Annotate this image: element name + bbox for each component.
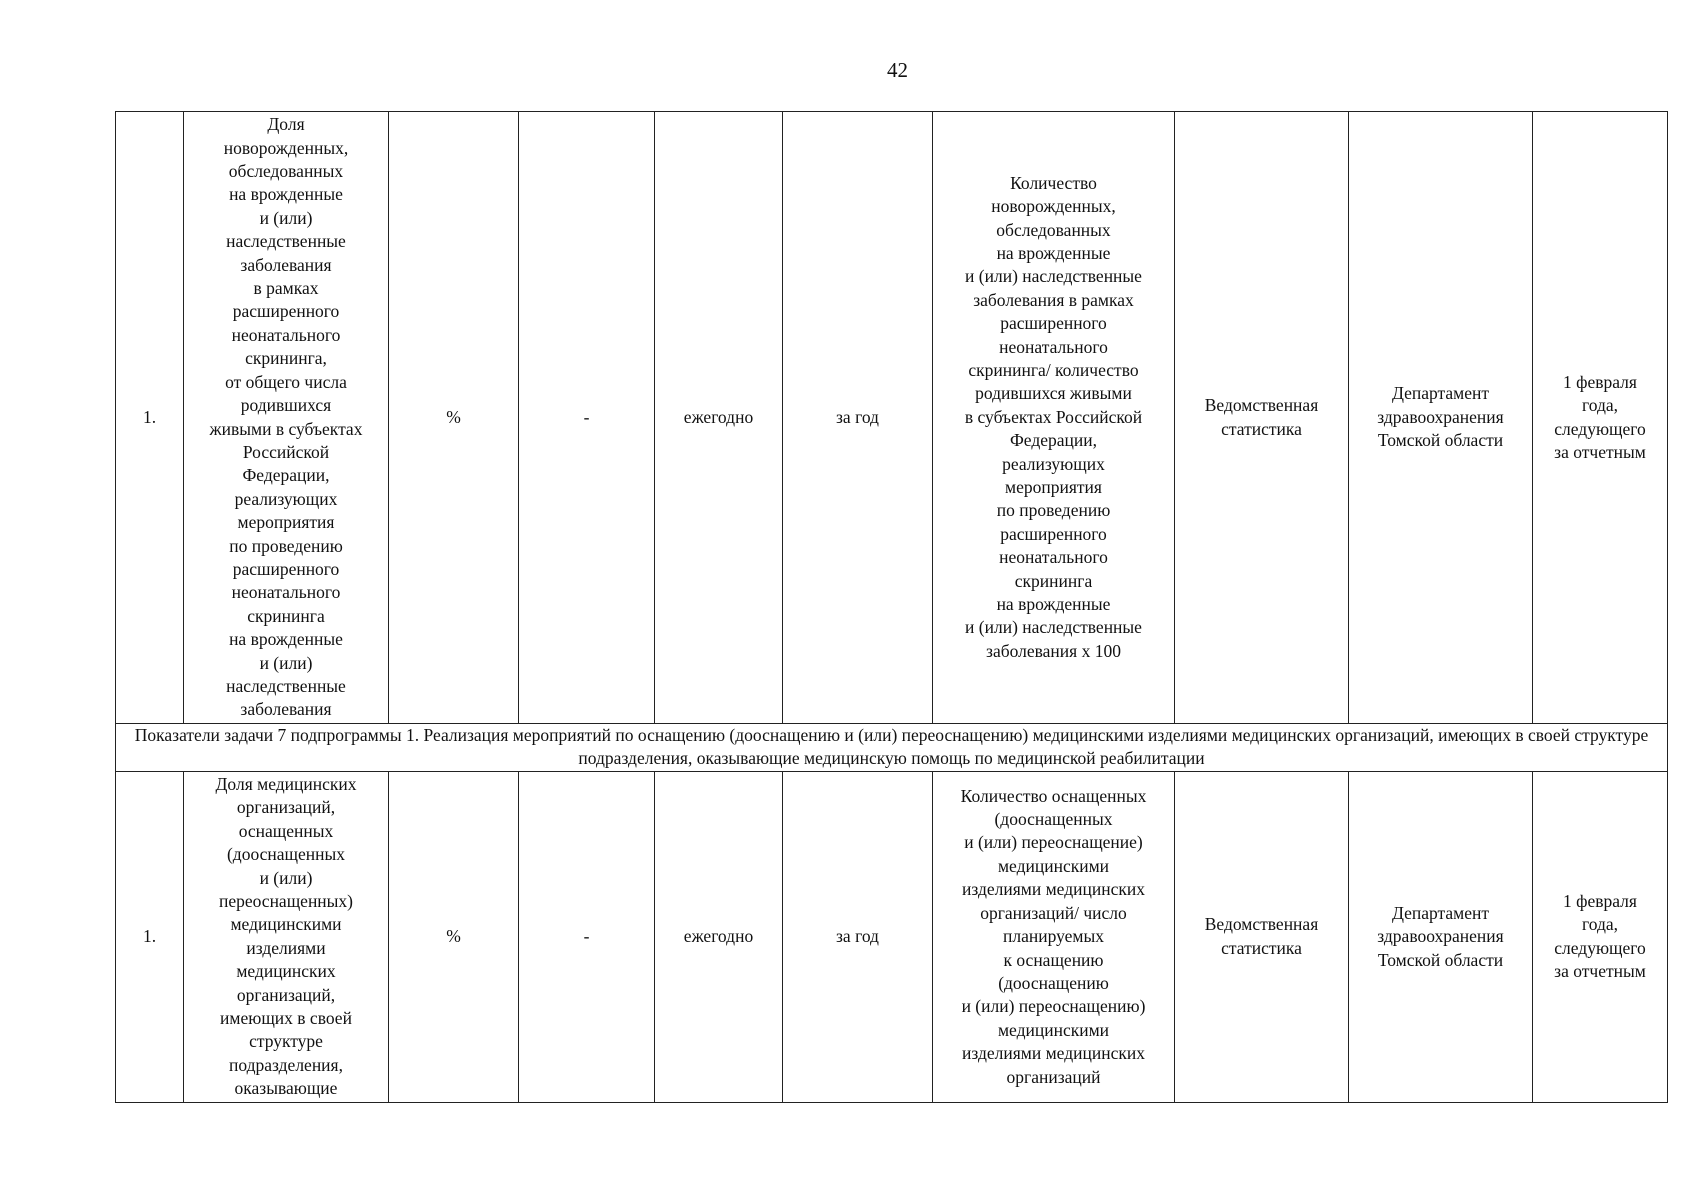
formula-cell — [933, 112, 1175, 724]
text-line: и (или) — [259, 652, 313, 673]
text-line: имеющих в своей — [220, 1008, 352, 1029]
text-line: (дооснащенных — [226, 844, 346, 865]
deadline-cell — [1533, 771, 1668, 1102]
text-line: родившихся — [240, 395, 332, 416]
text-line: скрининга/ количество — [968, 359, 1139, 380]
text-line: и (или) — [259, 867, 313, 888]
text-line: 1 февраля — [1563, 371, 1637, 392]
text-line: и (или) наследственные — [965, 617, 1142, 638]
text-line: за отчетным — [1554, 961, 1646, 982]
text-line: заболевания в рамках — [973, 289, 1134, 310]
text-line: неонатального — [231, 582, 341, 603]
text-line: оказывающие — [234, 1078, 338, 1099]
text-line: мероприятия — [237, 512, 335, 533]
text-line: Томской области — [1377, 430, 1504, 451]
text-line: изделиями медицинских — [962, 879, 1145, 900]
text-line: Ведомственная — [1204, 914, 1319, 935]
text-line: мероприятия — [1005, 477, 1102, 498]
text-line: заболевания x 100 — [986, 640, 1121, 661]
periodicity-cell: ежегодно — [655, 112, 783, 724]
row-number: 1. — [116, 771, 184, 1102]
text-line: Федерации, — [242, 465, 330, 486]
text-line: и (или) переоснащение) — [964, 832, 1143, 853]
text-line: неонатального — [999, 336, 1108, 357]
text-line: расширенного — [232, 301, 340, 322]
text-line: организаций — [1006, 1066, 1101, 1087]
text-line: медицинских — [236, 961, 336, 982]
indicator-name — [184, 771, 389, 1102]
text-line: по проведению — [996, 500, 1111, 521]
text-line: и (или) переоснащению) — [961, 996, 1146, 1017]
text-line: скрининга — [247, 605, 325, 626]
text-line: организаций, — [236, 797, 336, 818]
section-header: Показатели задачи 7 подпрограммы 1. Реализация мероприятий по оснащению (дооснащению и (или) переоснащению) медицинскими изделиями медицинских организаций, имеющих в своей структуре подразделения, оказывающие медицинскую помощь по медицинской реабилитации — [116, 724, 1668, 772]
text-line: реализующих — [234, 488, 338, 509]
text-line: заболевания — [240, 254, 332, 275]
text-line: Доля — [267, 114, 305, 135]
text-line: здравоохранения — [1377, 406, 1504, 427]
source-cell — [1175, 771, 1349, 1102]
table-row — [116, 771, 1668, 1102]
text-line: реализующих — [1002, 453, 1105, 474]
text-line: здравоохранения — [1377, 926, 1504, 947]
text-line: обследованных — [228, 161, 344, 182]
text-line: по проведению — [229, 535, 343, 556]
text-line: статистика — [1221, 418, 1302, 439]
text-line: 1 февраля — [1563, 891, 1637, 911]
text-line: расширенного — [232, 558, 340, 579]
text-line: и (или) наследственные — [965, 266, 1142, 287]
text-line: года, — [1581, 914, 1619, 935]
text-line: изделиями — [246, 937, 326, 958]
text-line: Федерации, — [1009, 430, 1098, 451]
text-line: изделиями медицинских — [962, 1043, 1145, 1064]
row-number: 1. — [116, 112, 184, 724]
text-line: Российской — [242, 441, 330, 462]
text-line: скрининга — [1014, 570, 1093, 591]
text-line: организаций, — [236, 984, 336, 1005]
text-line: расширенного — [1000, 523, 1107, 544]
text-line: неонатального — [231, 324, 341, 345]
text-line: переоснащенных) — [218, 891, 354, 911]
unit-cell: % — [389, 112, 519, 724]
text-line: в рамках — [253, 278, 319, 299]
source-cell — [1175, 112, 1349, 724]
text-line: статистика — [1221, 937, 1302, 958]
text-line: к оснащению — [1003, 949, 1104, 970]
text-line: структуре — [249, 1031, 323, 1052]
text-line: в субъектах Российской — [964, 406, 1143, 427]
text-line: наследственные — [226, 231, 346, 252]
page-number: 42 — [887, 58, 908, 82]
indicators-table — [115, 111, 1668, 1103]
text-line: на врожденные — [229, 629, 343, 650]
text-line: заболевания — [240, 699, 332, 720]
text-line: подразделения, — [229, 1054, 343, 1075]
period-cell: за год — [783, 771, 933, 1102]
text-line: медицинскими — [230, 914, 342, 935]
text-line: медицинскими — [997, 1019, 1110, 1040]
text-line: Количество — [1010, 172, 1097, 193]
periodicity-cell: ежегодно — [655, 771, 783, 1102]
dash-cell: - — [519, 112, 655, 724]
text-line: Департамент — [1391, 902, 1490, 923]
text-line: неонатального — [999, 547, 1108, 568]
text-line: на врожденные — [996, 594, 1111, 615]
table-row — [116, 112, 1668, 724]
text-line: Департамент — [1391, 383, 1490, 404]
text-line: на врожденные — [229, 184, 343, 205]
text-line: Доля медицинских — [215, 773, 357, 794]
deadline-cell — [1533, 112, 1668, 724]
period-cell: за год — [783, 112, 933, 724]
text-line: расширенного — [1000, 313, 1107, 334]
text-line: Ведомственная — [1204, 395, 1319, 416]
section-header-row — [116, 724, 1668, 772]
text-line: Томской области — [1377, 949, 1504, 970]
text-line: планируемых — [1003, 926, 1104, 947]
text-line: родившихся живыми — [975, 383, 1132, 404]
text-line: новорожденных, — [991, 196, 1116, 217]
text-line: живыми в субъектах — [209, 418, 363, 439]
text-line: новорожденных, — [223, 137, 349, 158]
indicator-name — [184, 112, 389, 724]
unit-cell: % — [389, 771, 519, 1102]
text-line: следующего — [1554, 937, 1646, 958]
text-line: (дооснащенных — [994, 809, 1113, 830]
text-line: организаций/ число — [980, 902, 1127, 923]
text-line: года, — [1581, 395, 1619, 416]
text-line: за отчетным — [1554, 441, 1646, 462]
text-line: скрининга, — [245, 348, 327, 369]
responsible-cell — [1349, 112, 1533, 724]
text-line: (дооснащению — [998, 972, 1109, 993]
text-line: Количество оснащенных — [960, 785, 1147, 806]
formula-cell — [933, 771, 1175, 1102]
text-line: следующего — [1554, 418, 1646, 439]
dash-cell: - — [519, 771, 655, 1102]
responsible-cell — [1349, 771, 1533, 1102]
text-line: и (или) — [259, 207, 313, 228]
text-line: оснащенных — [238, 820, 334, 841]
text-line: наследственные — [226, 675, 346, 696]
text-line: на врожденные — [996, 242, 1111, 263]
text-line: от общего числа — [225, 371, 347, 392]
text-line: обследованных — [996, 219, 1111, 240]
text-line: медицинскими — [997, 855, 1110, 876]
